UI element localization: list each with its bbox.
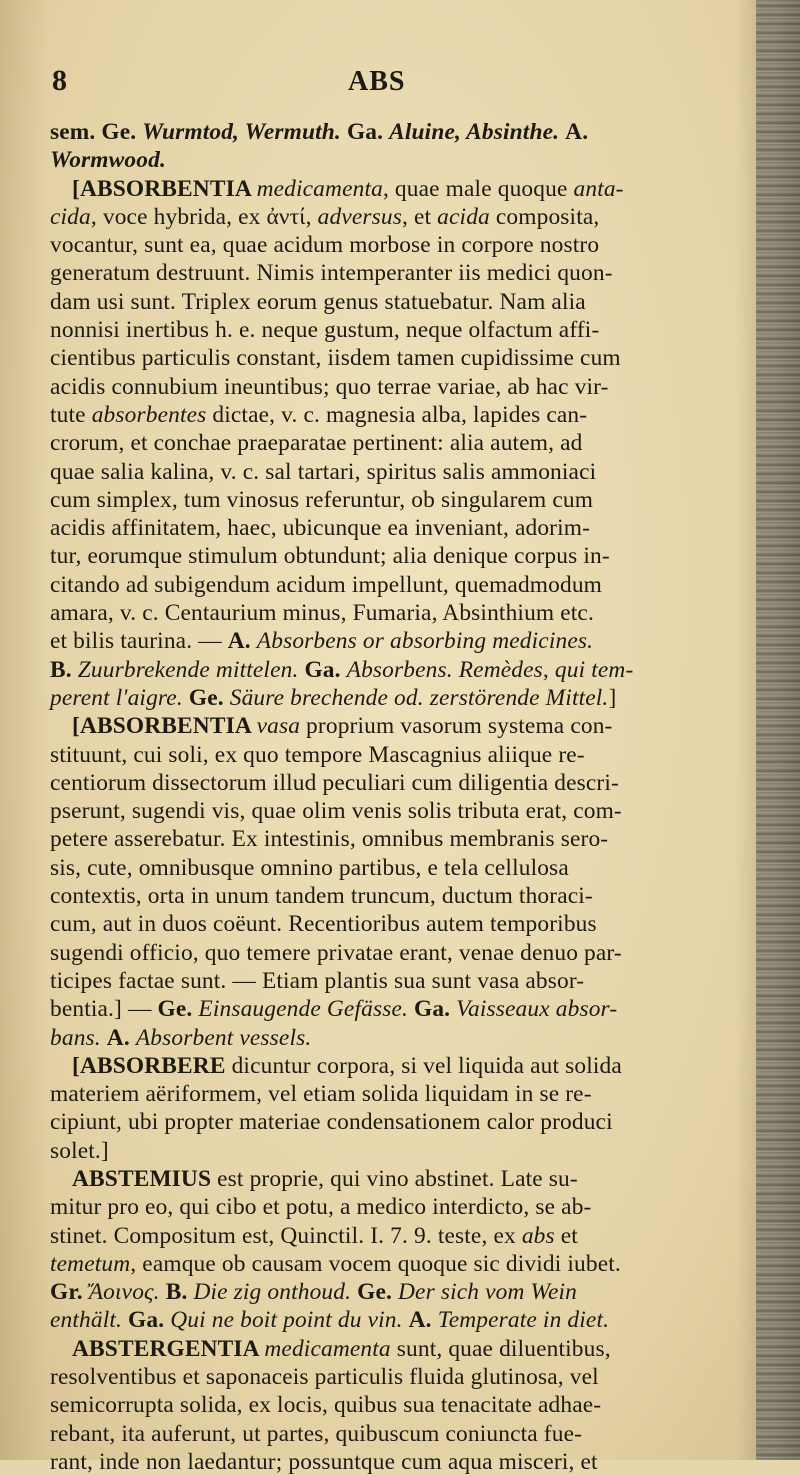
text-line [50, 1391, 755, 1419]
text-segment: ticipes factae sunt. — Etiam plantis sua sunt vasa absor- [50, 967, 585, 994]
text-segment: enthält. [50, 1307, 129, 1334]
text-segment: cipiunt, ubi propter materiae condensationem calor produci [50, 1109, 613, 1136]
text-line [50, 514, 755, 542]
text-segment: stinet. Compositum est, Quinctil. I. 7. 9. teste, ex [50, 1222, 522, 1249]
text-line [50, 684, 755, 712]
text-segment: petere asserebatur. Ex intestinis, omnibus membranis sero- [50, 826, 609, 853]
text-segment: Vaisseaux absor- [456, 996, 618, 1023]
text-segment: anta- [573, 175, 624, 202]
text-segment: rebant, ita auferunt, ut partes, quibuscum coniuncta fue- [50, 1420, 583, 1447]
text-segment: tur, eorumque stimulum obtundunt; alia denique corpus in- [50, 543, 610, 570]
text-segment: B. [165, 1279, 194, 1306]
text-segment: tute [50, 401, 92, 428]
text-segment: generatum destruunt. Nimis intemperanter iis medici quon- [50, 260, 613, 287]
text-segment: A. [106, 1024, 136, 1051]
text-segment: cum simplex, tum vinosus referuntur, ob singularem cum [50, 486, 594, 513]
text-line [50, 571, 755, 599]
text-segment: Ge. [101, 119, 143, 145]
text-segment: medicamenta [264, 1335, 391, 1362]
text-segment: contextis, orta in unum tandem truncum, ductum thoraci- [50, 883, 593, 910]
text-segment: materiem aëriformem, vel etiam solida liquidam in se re- [50, 1081, 592, 1108]
text-segment: dicuntur corpora, si vel liquida aut solida [231, 1052, 622, 1079]
text-line [50, 1306, 755, 1334]
text-line [50, 967, 755, 995]
text-line [50, 910, 755, 938]
text-line [50, 627, 755, 655]
text-segment: Ἄοινος. [88, 1279, 166, 1306]
text-segment: Temperate in diet. [437, 1307, 610, 1334]
text-segment: semicorrupta solida, ex locis, quibus sua tenacitate adhae- [50, 1392, 602, 1419]
text-segment: cum, aut in duos coëunt. Recentioribus autem temporibus [50, 911, 597, 938]
text-segment: , quae male quoque [382, 175, 574, 202]
text-line [50, 854, 755, 882]
text-line [50, 231, 755, 259]
text-segment: ] [608, 684, 617, 711]
text-segment: acidis connubium ineuntibus; quo terrae variae, ab hac vir- [50, 373, 609, 400]
text-line [50, 1052, 755, 1080]
text-segment: Qui ne boit point du vin. [170, 1307, 409, 1334]
text-line [50, 995, 755, 1023]
text-segment: Einsaugende Gefässe. [198, 996, 414, 1023]
page-header [0, 64, 760, 104]
text-line [50, 1363, 755, 1391]
text-segment: dictae, v. c. magnesia alba, lapides can- [206, 401, 588, 428]
running-head: ABS [348, 66, 406, 97]
text-segment: sis, cute, omnibusque omnino partibus, e tela cellulosa [50, 854, 569, 881]
text-line [50, 458, 755, 486]
text-segment: et bilis taurina. — [50, 628, 228, 655]
text-line [50, 599, 755, 627]
text-line [50, 1137, 755, 1165]
text-line [50, 1193, 755, 1221]
text-segment: , voce hybrida, ex ἀντί, [90, 203, 318, 230]
text-segment: Gr. [50, 1279, 89, 1306]
text-line [50, 316, 755, 344]
text-line [50, 656, 755, 684]
text-segment: Ga. [128, 1307, 171, 1334]
text-segment: medicamenta [256, 175, 383, 202]
text-segment: A. [408, 1307, 438, 1334]
text-segment: Säure brechende od. zerstörende Mittel. [229, 684, 609, 711]
text-line [50, 542, 755, 570]
text-segment: vocantur, sunt ea, quae acidum morbose in corpore nostro [50, 232, 600, 259]
text-segment: Ga. [346, 119, 390, 145]
text-segment: nonnisi inertibus h. e. neque gustum, neque olfactum affi- [50, 317, 600, 344]
text-line [50, 203, 755, 231]
text-line [50, 1222, 755, 1250]
text-segment: Die zig onthoud. [193, 1279, 358, 1306]
text-segment: Absorbens. Remèdes, qui tem- [346, 656, 634, 683]
text-segment: mitur pro eo, qui cibo et potu, a medico interdicto, se ab- [50, 1194, 592, 1221]
text-segment: [ABSORBERE [72, 1052, 232, 1079]
text-line [50, 1080, 755, 1108]
text-segment: acida [437, 203, 490, 230]
text-segment: acidis affinitatem, haec, ubicunque ea inveniant, adorim- [50, 515, 591, 542]
text-line [50, 429, 755, 457]
text-segment: centiorum dissectorum illud peculiari cum diligentia descri- [50, 769, 619, 796]
text-segment: , et [401, 203, 438, 230]
text-segment: citando ad subigendum acidum impellunt, quemadmodum [50, 571, 603, 598]
text-segment: pserunt, sugendi vis, quae olim venis solis tributa erat, com- [50, 798, 622, 825]
text-segment: Zuurbrekende mittelen. [77, 656, 305, 683]
text-segment: Ge. [157, 996, 199, 1023]
text-segment: cida [50, 203, 91, 230]
text-segment: Absorbens or absorbing medicines. [256, 628, 594, 655]
text-line [50, 1448, 755, 1476]
text-segment: proprium vasorum systema con- [300, 713, 613, 740]
text-segment: ABSTEMIUS [72, 1165, 218, 1192]
text-segment: crorum, et conchae praeparatae pertinent: alia autem, ad [50, 430, 583, 457]
text-line [50, 1165, 755, 1193]
text-line [50, 401, 755, 429]
text-segment: bans. [50, 1024, 107, 1051]
text-line [50, 118, 755, 146]
text-segment: et [554, 1222, 578, 1249]
text-segment: vasa [256, 713, 301, 740]
text-segment: dam usi sunt. Triplex eorum genus statuebatur. Nam alia [50, 288, 586, 315]
text-line [50, 797, 755, 825]
text-line [50, 769, 755, 797]
text-segment: stituunt, cui soli, ex quo tempore Mascagnius aliique re- [50, 741, 585, 768]
text-line [50, 939, 755, 967]
text-segment: Absorbent vessels. [135, 1024, 312, 1051]
text-segment: perent l'aigre. [50, 684, 189, 711]
text-segment: adversus [317, 203, 402, 230]
text-segment: solet.] [50, 1137, 109, 1164]
text-segment: Ge. [188, 684, 230, 711]
text-line [50, 146, 755, 174]
text-segment: bentia.] — [50, 996, 158, 1023]
text-line [50, 712, 755, 740]
text-line [50, 373, 755, 401]
text-segment: Wormwood. [50, 147, 166, 174]
text-segment: sunt, quae diluentibus, [390, 1335, 611, 1362]
text-line [50, 175, 755, 203]
text-segment: A. [565, 119, 589, 145]
text-line [50, 1335, 755, 1363]
text-segment: B. [50, 656, 78, 683]
text-line [50, 1108, 755, 1136]
page-number: 8 [52, 64, 67, 97]
text-segment: Der sich vom Wein [398, 1279, 578, 1306]
text-line [50, 1250, 755, 1278]
text-segment: Ge. [357, 1279, 398, 1306]
text-line [50, 288, 755, 316]
text-segment: Ga. [413, 996, 457, 1023]
text-segment: Ga. [304, 656, 347, 683]
text-line [50, 1420, 755, 1448]
text-segment: quae salia kalina, v. c. sal tartari, spiritus salis ammoniaci [50, 458, 597, 485]
text-line [50, 825, 755, 853]
text-segment: temetum [50, 1250, 131, 1277]
text-segment: abs [521, 1222, 555, 1249]
text-segment: sem. [50, 119, 102, 145]
text-line [50, 344, 755, 372]
text-line [50, 882, 755, 910]
text-line [50, 741, 755, 769]
text-segment: amara, v. c. Centaurium minus, Fumaria, Absinthium etc. [50, 600, 594, 627]
dictionary-text-column [50, 118, 755, 1476]
text-segment: [ABSORBENTIA [72, 175, 257, 202]
text-segment: A. [227, 628, 257, 655]
text-segment: Wurmtod, Wermuth. [142, 119, 347, 145]
text-line [50, 259, 755, 287]
text-line [50, 486, 755, 514]
text-segment: [ABSORBENTIA [72, 713, 257, 740]
book-spine-edge [756, 0, 800, 1460]
text-segment: Aluine, Absinthe. [389, 119, 566, 145]
text-segment: composita, [489, 203, 600, 230]
text-segment: absorbentes [91, 401, 207, 428]
text-segment: sugendi officio, quo temere privatae erant, venae denuo par- [50, 939, 622, 966]
text-segment: , eamque ob causam vocem quoque sic dividi iubet. [130, 1250, 621, 1277]
text-segment: ABSTERGENTIA [72, 1335, 265, 1362]
text-segment: cientibus particulis constant, iisdem tamen cupidissime cum [50, 345, 621, 372]
text-line [50, 1024, 755, 1052]
text-line [50, 1278, 755, 1306]
text-segment: est proprie, qui vino abstinet. Late su- [217, 1165, 578, 1192]
text-segment: rant, inde non laedantur; possuntque cum aqua misceri, et [50, 1448, 598, 1475]
text-segment: resolventibus et saponaceis particulis fluida glutinosa, vel [50, 1364, 599, 1391]
